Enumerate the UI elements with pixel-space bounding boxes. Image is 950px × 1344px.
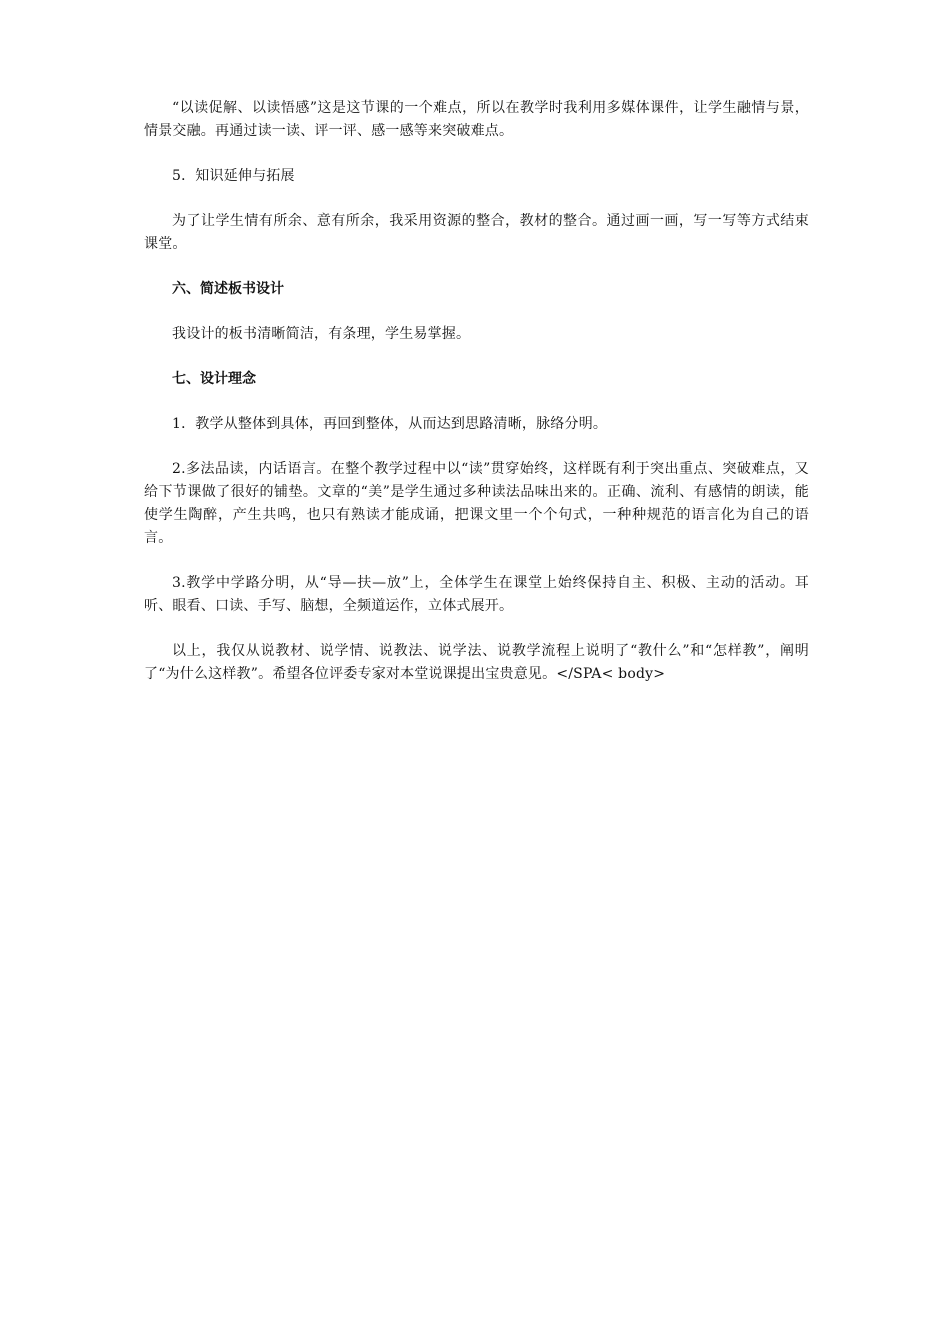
paragraph-extension: 为了让学生情有所余、意有所余，我采用资源的整合，教材的整合。通过画一画，写一写等方式结束课堂。	[144, 213, 809, 252]
paragraph-difficulty: “以读促解、以读悟感”这是这节课的一个难点，所以在教学时我利用多媒体课件，让学生融情与景，情景交融。再通过读一读、评一评、感一感等来突破难点。	[144, 100, 809, 139]
paragraph-conclusion: 以上，我仅从说教材、说学情、说教法、说学法、说教学流程上说明了“教什么”和“怎样教”，阐明了“为什么这样教”。希望各位评委专家对本堂说课提出宝贵意见。</SPA< body>	[144, 643, 809, 682]
paragraph-section-5-title: 5．知识延伸与拓展	[172, 168, 295, 184]
paragraph-blackboard: 我设计的板书清晰简洁，有条理，学生易掌握。	[172, 326, 471, 342]
heading-blackboard-design: 六、简述板书设计	[172, 281, 284, 297]
heading-design-concept: 七、设计理念	[172, 371, 256, 387]
document-body	[144, 97, 809, 708]
paragraph-concept-1: 1．教学从整体到具体，再回到整体，从而达到思路清晰，脉络分明。	[172, 416, 608, 432]
paragraph-concept-2: 2.多法品读，内话语言。在整个教学过程中以“读”贯穿始终，这样既有利于突出重点、突破难点，又给下节课做了很好的铺垫。文章的“美”是学生通过多种读法品味出来的。正确、流利、有感情的朗读，能使学生陶醉，产生共鸣，也只有熟读才能成诵，把课文里一个个句式，一种种规范的语言化为自己的语言。	[144, 461, 809, 546]
paragraph-concept-3: 3.教学中学路分明，从“导—扶—放”上，全体学生在课堂上始终保持自主、积极、主动的活动。耳听、眼看、口读、手写、脑想，全频道运作，立体式展开。	[144, 575, 809, 614]
